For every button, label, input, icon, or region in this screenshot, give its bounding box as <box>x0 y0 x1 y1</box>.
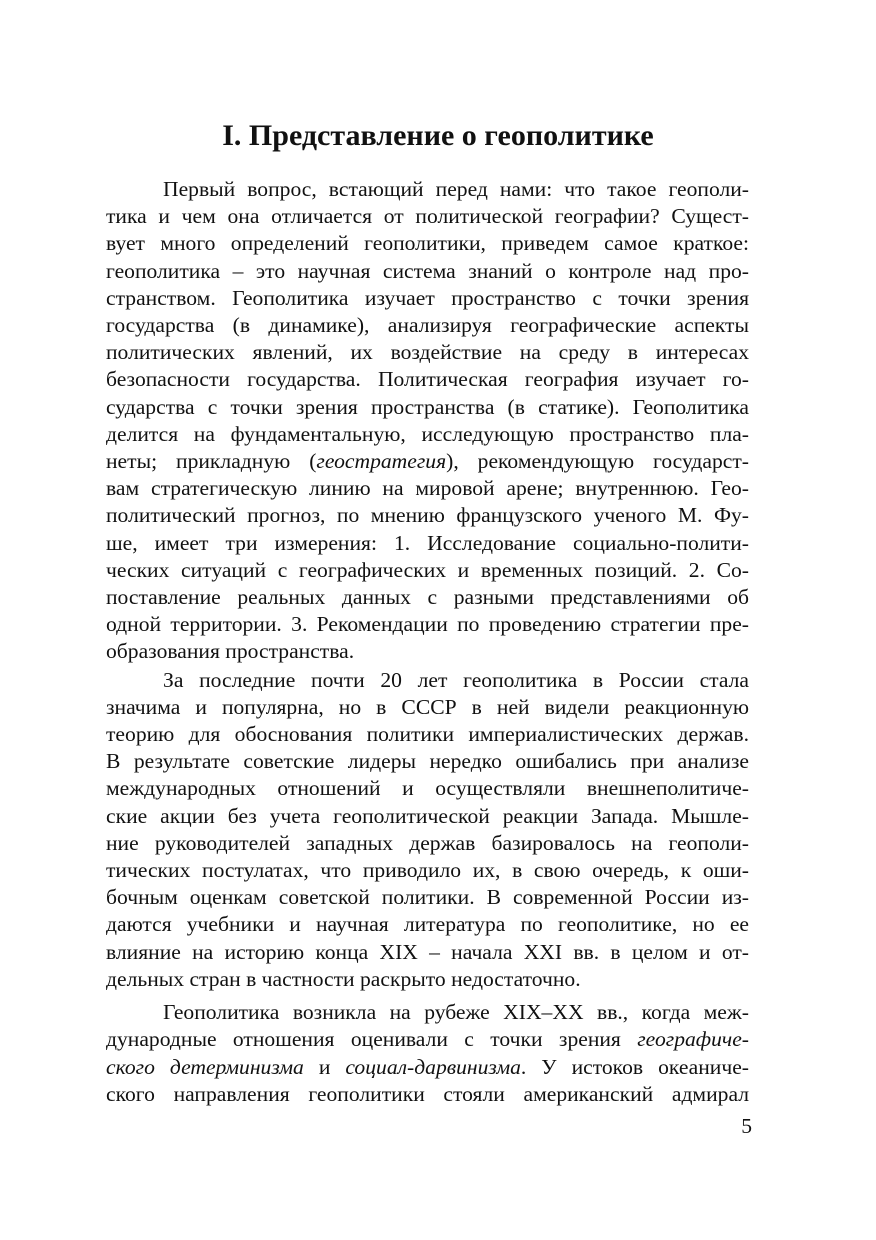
text-line: значима и популярна, но в СССР в ней видели реакционную <box>106 694 749 719</box>
paragraph-1 <box>106 176 749 666</box>
text-line: теорию для обоснования политики империалистических держав. <box>106 722 749 747</box>
text-line: вует много определений геополитики, приведем самое краткое: <box>106 231 749 256</box>
text-line: ше, имеет три измерения: 1. Исследование социально-полити- <box>106 530 749 555</box>
text-line: политических явлений, их воздействие на среду в интересах <box>106 340 749 365</box>
text-line: делится на фундаментальную, исследующую пространство пла- <box>106 421 749 446</box>
italic-term: ского детерминизма <box>106 1054 304 1079</box>
italic-term: геостратегия <box>316 449 447 474</box>
text-line: ские акции без учета геополитической реакции Запада. Мышле- <box>106 803 749 828</box>
chapter-title: I. Представление о геополитике <box>222 119 654 152</box>
text-line: тических постулатах, что приводило их, в свою очередь, к оши- <box>106 858 749 883</box>
text-run: . У истоков океаниче- <box>520 1054 749 1079</box>
text-line: тика и чем она отличается от политической географии? Сущест- <box>106 204 749 229</box>
text-line: вам стратегическую линию на мировой арене; внутреннюю. Гео- <box>106 476 749 501</box>
text-line: ского направления геополитики стояли американский адмирал <box>106 1081 749 1106</box>
italic-term: социал-дарвинизма <box>345 1054 521 1079</box>
page-number: 5 <box>741 1114 752 1138</box>
text-line: бочным оценкам советской политики. В современной России из- <box>106 885 749 910</box>
text-run: ), рекомендующую государст- <box>446 449 749 474</box>
text-line: одной территории. 3. Рекомендации по проведению стратегии пре- <box>106 612 749 637</box>
text-line: поставление реальных данных с разными представлениями об <box>106 585 749 610</box>
paragraph-3 <box>106 999 749 1108</box>
text-line: международных отношений и осуществляли внешнеполитиче- <box>106 776 749 801</box>
text-run: неты; прикладную ( <box>106 449 317 474</box>
text-run: и <box>303 1054 346 1079</box>
text-line: образования пространства. <box>106 639 355 664</box>
text-line: политический прогноз, по мнению французского ученого М. Фу- <box>106 503 749 528</box>
text-line: безопасности государства. Политическая география изучает го- <box>106 367 749 392</box>
text-line: сударства с точки зрения пространства (в статике). Геополитика <box>106 394 749 419</box>
text-line: ческих ситуаций с географических и временных позиций. 2. Со- <box>106 557 749 582</box>
text-line: странством. Геополитика изучает пространство с точки зрения <box>106 285 749 310</box>
text-line: дельных стран в частности раскрыто недостаточно. <box>106 966 581 991</box>
body-text <box>106 176 749 1108</box>
text-line: влияние на историю конца XIX – начала XXI вв. в целом и от- <box>106 939 749 964</box>
text-line <box>106 1026 749 1053</box>
text-line: Геополитика возникла на рубеже XIX–XX вв., когда меж- <box>163 1000 749 1025</box>
text-line: геополитика – это научная система знаний о контроле над про- <box>106 258 749 283</box>
text-run: дународные отношения оценивали с точки зрения <box>106 1027 638 1052</box>
text-line: Первый вопрос, встающий перед нами: что такое геополи- <box>163 177 749 201</box>
text-line: В результате советские лидеры нередко ошибались при анализе <box>106 749 749 774</box>
text-line: государства (в динамике), анализируя географические аспекты <box>106 313 749 338</box>
text-line: ние руководителей западных держав базировалось на геополи- <box>106 830 749 855</box>
italic-term: географиче- <box>637 1027 749 1052</box>
text-line <box>106 448 749 475</box>
text-line <box>106 1054 749 1081</box>
paragraph-2 <box>106 667 749 993</box>
text-line: даются учебники и научная литература по геополитике, но ее <box>106 912 749 937</box>
text-line: За последние почти 20 лет геополитика в России стала <box>163 667 749 692</box>
